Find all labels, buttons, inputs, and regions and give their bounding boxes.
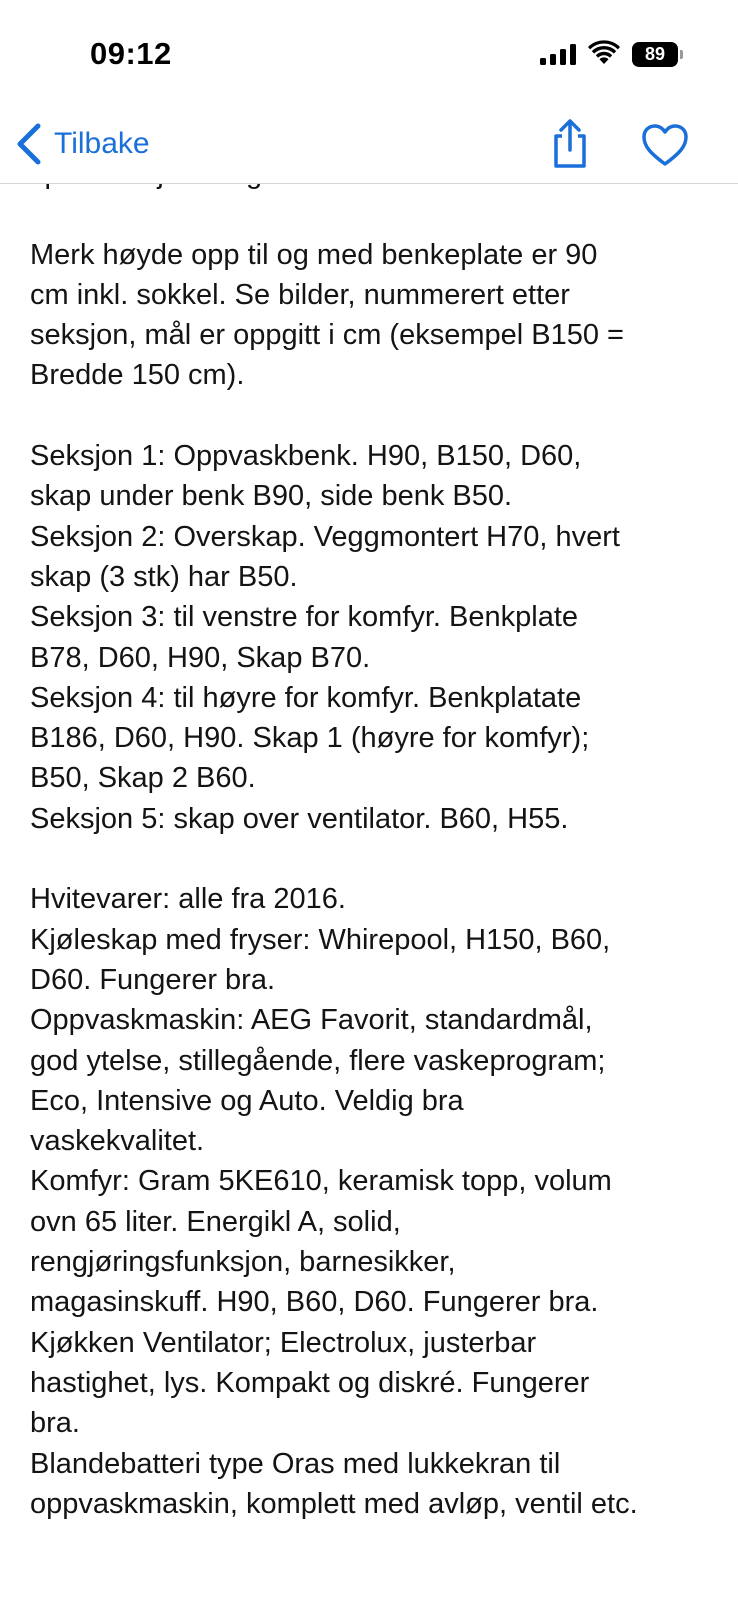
description-line: god ytelse, stillegående, flere vaskeprogram; (30, 1044, 606, 1077)
description-line: seksjon, mål er oppgitt i cm (eksempel B150 = (30, 319, 624, 352)
description-line: B186, D60, H90. Skap 1 (høyre for komfyr); (30, 722, 590, 755)
description-line: vaskekvalitet. (30, 1125, 205, 1158)
description-line: hastighet, lys. Kompakt og diskré. Fungerer (30, 1366, 590, 1399)
wifi-icon (588, 42, 620, 66)
status-bar (0, 0, 738, 108)
back-button[interactable] (14, 114, 150, 174)
description-line: rengjøringsfunksjon, barnesikker, (30, 1246, 456, 1279)
description-line: ovn 65 liter. Energikl A, solid, (30, 1205, 401, 1238)
description-line: Eco, Intensive og Auto. Veldig bra (30, 1084, 464, 1117)
description-line: Kjøleskap med fryser: Whirepool, H150, B60, (30, 923, 611, 956)
description-line: Seksjon 3: til venstre for komfyr. Benkplate (30, 601, 579, 634)
description-line: skap (3 stk) har B50. (30, 560, 298, 593)
signal-icon (540, 43, 576, 65)
chevron-left-icon (14, 122, 44, 166)
description-line (30, 194, 720, 234)
description-line: Seksjon 4: til høyre for komfyr. Benkplatate (30, 681, 582, 714)
share-icon (548, 116, 592, 172)
description-line: skap under benk B90, side benk B50. (30, 480, 513, 513)
status-icons (540, 40, 678, 68)
battery-level: 89 (644, 43, 666, 64)
description-line: D60. Fungerer bra. (30, 963, 276, 996)
nav-bar (0, 108, 738, 184)
description-line: Merk høyde opp til og med benkeplate er 90 (30, 238, 598, 271)
description-line: Seksjon 2: Overskap. Veggmontert H70, hvert (30, 520, 620, 553)
description-line (30, 839, 720, 879)
description-line: cm inkl. sokkel. Se bilder, nummerert etter (30, 278, 570, 311)
description-line (30, 396, 720, 436)
description-lines (30, 194, 720, 1524)
description-line: Komfyr: Gram 5KE610, keramisk topp, volum (30, 1165, 612, 1198)
ad-description (30, 184, 720, 1600)
description-line: oppvaskmaskin, komplett med avløp, ventil etc. (30, 1487, 638, 1520)
description-line: Kjøkken Ventilator; Electrolux, justerbar (30, 1326, 537, 1359)
description-line: Bredde 150 cm). (30, 359, 245, 392)
description-line: B78, D60, H90, Skap B70. (30, 641, 371, 674)
status-time: 09:12 (90, 36, 172, 71)
description-line: Hvitevarer: alle fra 2016. (30, 883, 346, 916)
description-line: Oppvaskmaskin: AEG Favorit, standardmål, (30, 1004, 593, 1037)
description-line: B50, Skap 2 B60. (30, 762, 256, 795)
heart-icon (640, 122, 690, 168)
share-button[interactable] (548, 116, 592, 172)
description-line: Blandebatteri type Oras med lukkekran til (30, 1447, 561, 1480)
description-line: Seksjon 5: skap over ventilator. B60, H55. (30, 802, 569, 835)
description-line: magasinskuff. H90, B60, D60. Fungerer bra. (30, 1286, 599, 1319)
back-label: Tilbake (54, 127, 150, 160)
battery-icon (632, 42, 678, 67)
description-line: Seksjon 1: Oppvaskbenk. H90, B150, D60, (30, 440, 582, 473)
description-line: bra. (30, 1407, 80, 1440)
favorite-button[interactable] (640, 122, 690, 168)
